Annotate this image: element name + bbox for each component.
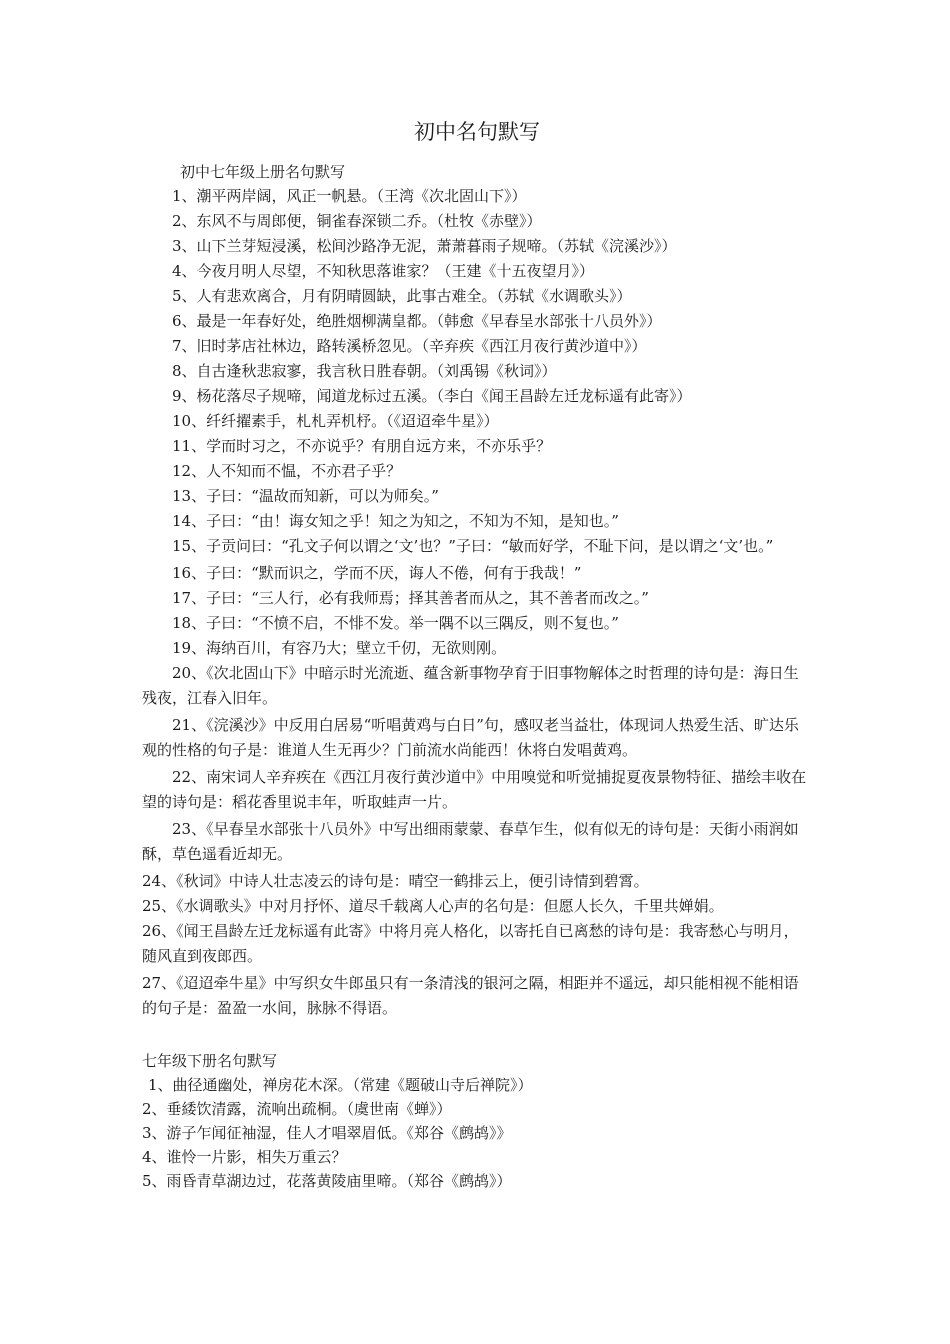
document-page <box>142 118 812 1193</box>
list-item: 16、子曰：“默而识之，学而不厌，诲人不倦，何有于我哉！” <box>172 564 582 582</box>
list-item: 7、旧时茅店社林边，路转溪桥忽见。（辛弃疾《西江月夜行黄沙道中》） <box>172 337 647 355</box>
list-item: 22、南宋词人辛弃疾在《西江月夜行黄沙道中》中用嗅觉和听觉捕捉夏夜景物特征、描绘丰收在望的诗句是：稻花香里说丰年，听取蛙声一片。 <box>142 768 807 811</box>
list-item: 13、子曰：“温故而知新，可以为师矣。” <box>172 487 439 505</box>
list-item: 18、子曰：“不愤不启，不悱不发。举一隅不以三隅反，则不复也。” <box>172 614 619 632</box>
list-item: 1、曲径通幽处，禅房花木深。（常建《题破山寺后禅院》） <box>148 1076 533 1094</box>
list-item: 3、山下兰芽短浸溪，松间沙路净无泥，萧萧暮雨子规啼。（苏轼《浣溪沙》） <box>172 237 677 255</box>
list-item: 11、学而时习之，不亦说乎？有朋自远方来，不亦乐乎？ <box>172 437 552 455</box>
list-item: 2、东风不与周郎便，铜雀春深锁二乔。（杜牧《赤壁》） <box>172 212 542 230</box>
section-grade7-vol2 <box>142 1049 812 1193</box>
document-title: 初中名句默写 <box>414 120 540 144</box>
list-item: 1、潮平两岸阔，风正一帆悬。（王湾《次北固山下》） <box>172 187 527 205</box>
list-item: 5、雨昏青草湖边过，花落黄陵庙里啼。（郑谷《鹧鸪》） <box>142 1172 512 1190</box>
list-item: 19、海纳百川，有容乃大；壁立千仞，无欲则刚。 <box>172 639 507 657</box>
list-item: 4、今夜月明人尽望，不知秋思落谁家？（王建《十五夜望月》） <box>172 262 595 280</box>
section-heading: 七年级下册名句默写 <box>142 1052 278 1070</box>
list-item: 24、《秋词》中诗人壮志凌云的诗句是：晴空一鹤排云上，便引诗情到碧霄。 <box>142 872 649 890</box>
list-item: 9、杨花落尽子规啼，闻道龙标过五溪。（李白《闻王昌龄左迁龙标遥有此寄》） <box>172 387 692 405</box>
list-item: 17、子曰：“三人行，必有我师焉；择其善者而从之，其不善者而改之。” <box>172 589 649 607</box>
list-item: 2、垂緌饮清露，流响出疏桐。（虞世南《蝉》） <box>142 1100 452 1118</box>
list-item: 20、《次北固山下》中暗示时光流逝、蕴含新事物孕育于旧事物解体之时哲理的诗句是：海日生残夜，江春入旧年。 <box>142 664 799 707</box>
section-heading: 初中七年级上册名句默写 <box>180 163 346 181</box>
section-spacer <box>142 1023 812 1049</box>
list-item: 25、《水调歌头》中对月抒怀、道尽千载离人心声的名句是：但愿人长久，千里共婵娟。 <box>142 897 724 915</box>
list-item: 10、纤纤擢素手，札札弄机杼。（《迢迢牵牛星》） <box>172 412 499 430</box>
list-item: 8、自古逢秋悲寂寥，我言秋日胜春朝。（刘禹锡《秋词》） <box>172 362 557 380</box>
list-item: 3、游子乍闻征袖湿，佳人才唱翠眉低。《郑谷《鹧鸪》》 <box>142 1124 512 1142</box>
list-item: 26、《闻王昌龄左迁龙标遥有此寄》中将月亮人格化，以寄托自已离愁的诗句是：我寄愁心与明月，随风直到夜郎西。 <box>142 922 799 965</box>
list-item: 12、人不知而不愠，不亦君子乎？ <box>172 462 402 480</box>
list-item: 14、子曰：“由！诲女知之乎！知之为知之，不知为不知，是知也。” <box>172 512 619 530</box>
list-item: 15、子贡问曰：“孔文子何以谓之‘文’也？”子曰：“敏而好学，不耻下问，是以谓之‘文’也。” <box>172 537 774 555</box>
section-grade7-vol1 <box>142 160 812 1021</box>
list-item: 23、《早春呈水部张十八员外》中写出细雨蒙蒙、春草乍生，似有似无的诗句是：天街小雨润如酥，草色遥看近却无。 <box>142 820 799 863</box>
list-item: 27、《迢迢牵牛星》中写织女牛郎虽只有一条清浅的银河之隔，相距并不遥远，却只能相视不能相语的句子是：盈盈一水间，脉脉不得语。 <box>142 974 799 1017</box>
list-item: 21、《浣溪沙》中反用白居易“听唱黄鸡与白日”句，感叹老当益壮，体现词人热爱生活、旷达乐观的性格的句子是：谁道人生无再少？门前流水尚能西！休将白发唱黄鸡。 <box>142 716 799 759</box>
list-item: 4、谁怜一片影，相失万重云？ <box>142 1148 347 1166</box>
list-item: 5、人有悲欢离合，月有阴晴圆缺，此事古难全。（苏轼《水调歌头》） <box>172 287 632 305</box>
list-item: 6、最是一年春好处，绝胜烟柳满皇都。（韩愈《早春呈水部张十八员外》） <box>172 312 662 330</box>
